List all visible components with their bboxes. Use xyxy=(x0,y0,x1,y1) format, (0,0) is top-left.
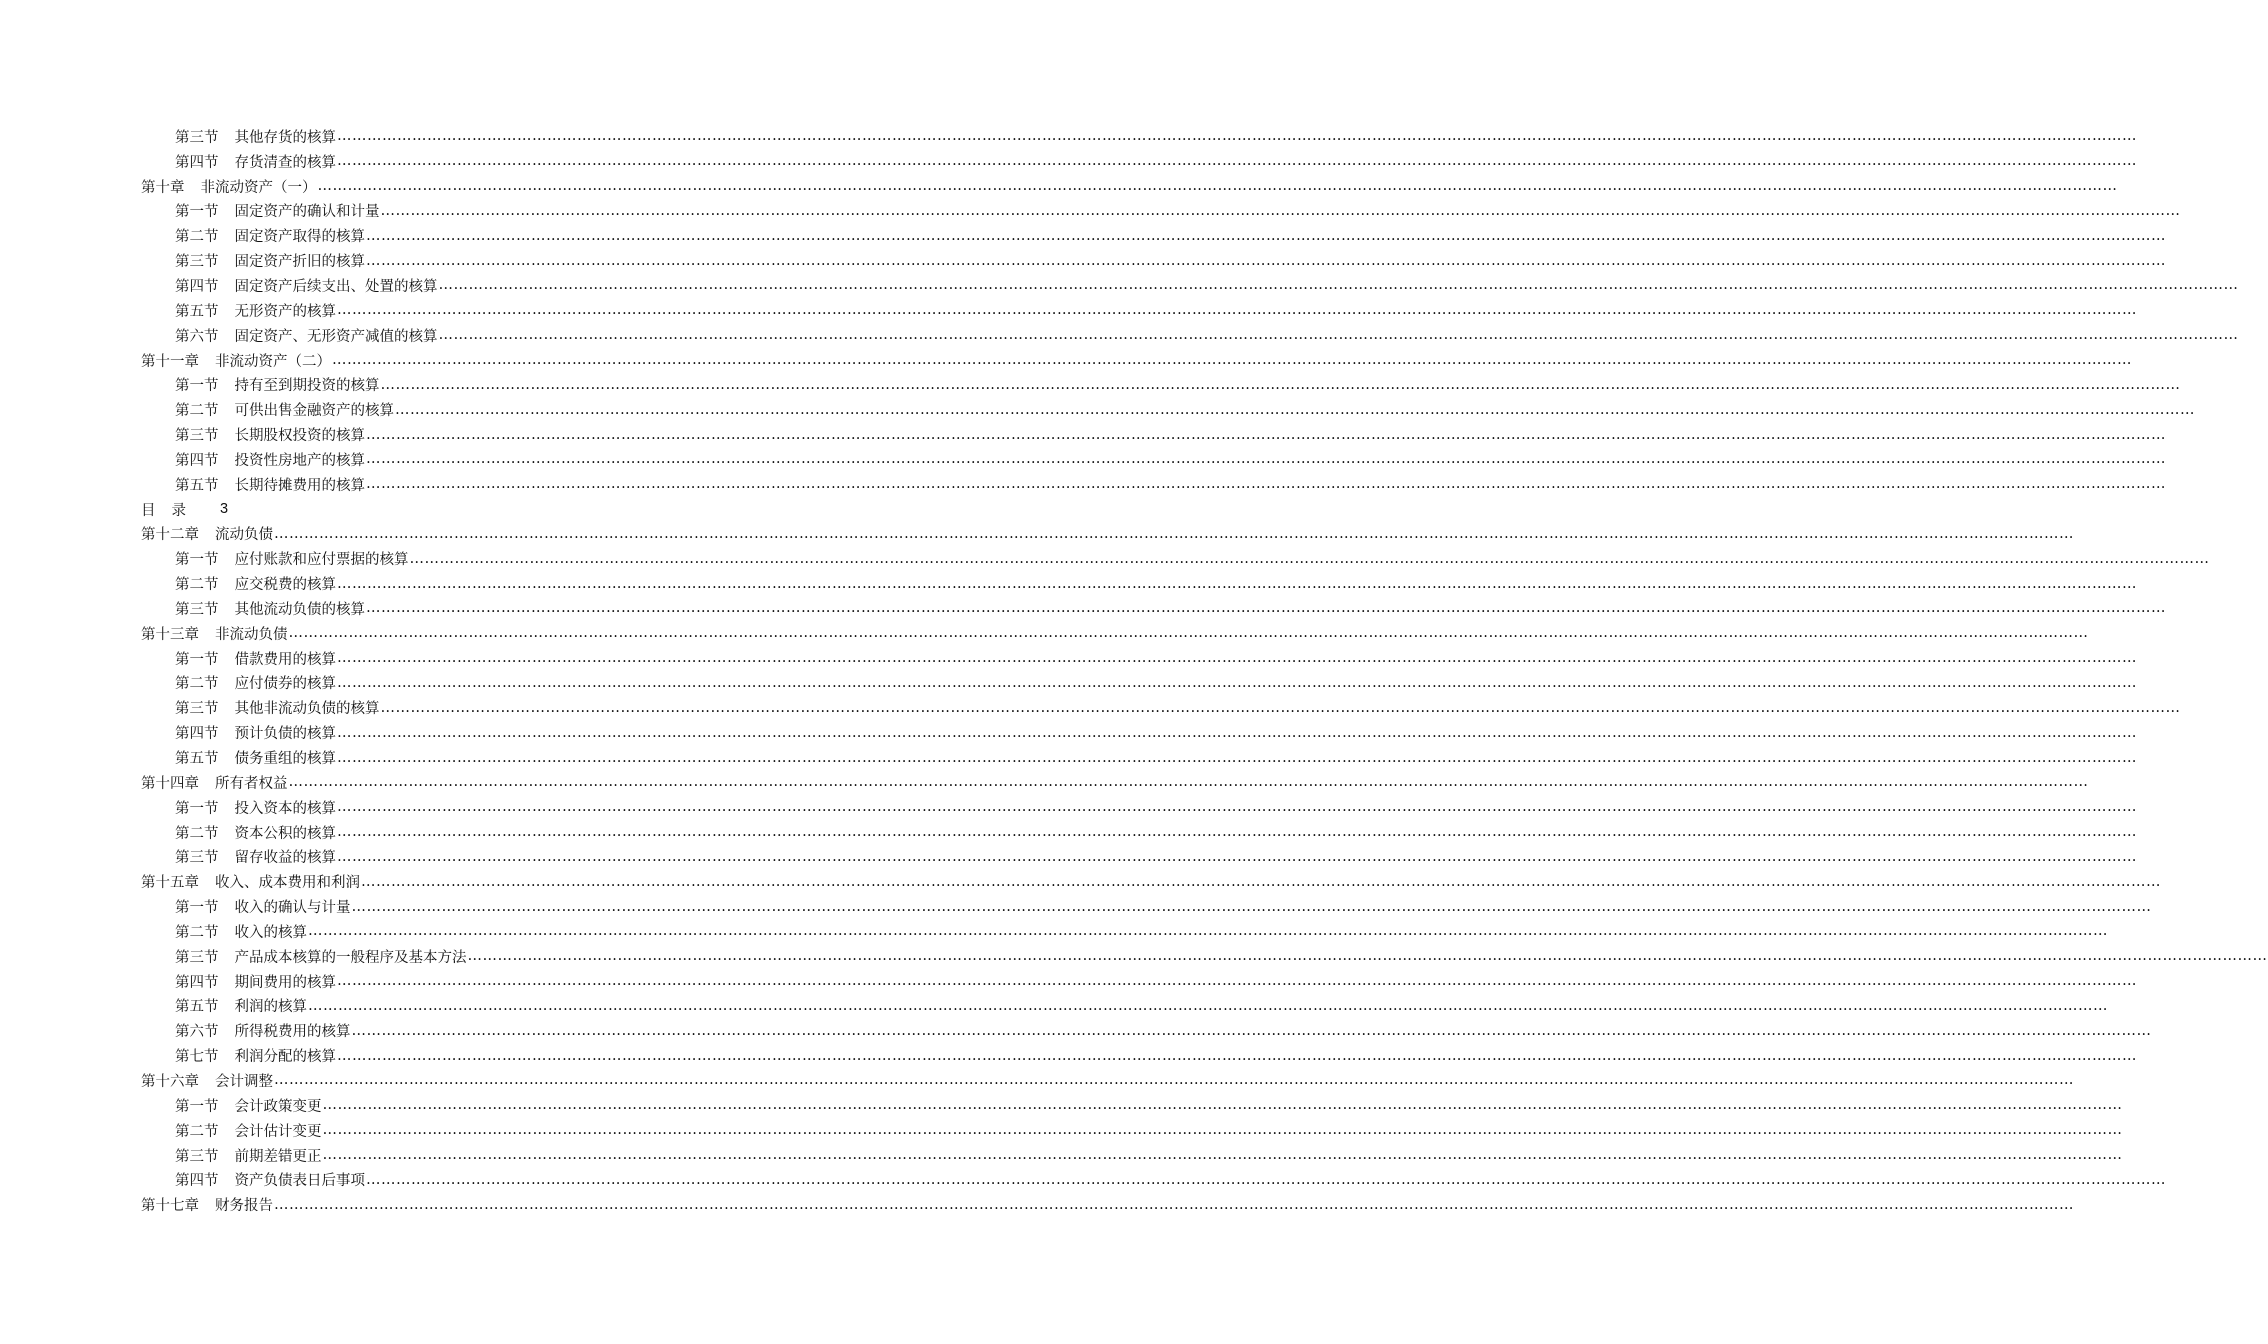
toc-entry-number: 第四节 xyxy=(175,726,219,743)
toc-entry-title: 会计估计变更 xyxy=(234,1123,322,1140)
toc-section-entry[interactable] xyxy=(141,671,2137,696)
toc-entry-title: 长期待摊费用的核算 xyxy=(234,477,365,494)
toc-section-entry[interactable] xyxy=(141,248,2166,273)
toc-section-entry[interactable] xyxy=(141,1093,2123,1118)
toc-entry-number: 第二节 xyxy=(175,924,219,941)
toc-section-entry[interactable] xyxy=(141,1167,2166,1192)
toc-chapter-entry[interactable] xyxy=(141,869,2161,894)
toc-entry-title: 产品成本核算的一般程序及基本方法 xyxy=(234,949,467,966)
dot-leader: ……………………………………………………………………………………………………………………………………………………………………………………………………………………………………………………………………………………………………………………………… xyxy=(322,1097,2123,1114)
toc-entry-title: 其他流动负债的核算 xyxy=(234,601,365,618)
toc-entry-title: 应交税费的核算 xyxy=(234,577,336,594)
dot-leader: ……………………………………………………………………………………………………………………………………………………………………………………………………………………………………………………………………………………………………………………………… xyxy=(438,327,2239,344)
toc-entry-number: 第六节 xyxy=(175,328,219,345)
dot-leader: ……………………………………………………………………………………………………………………………………………………………………………………………………………………………………………………………………………………………………………………………… xyxy=(317,178,2118,195)
toc-entry-number: 第一节 xyxy=(175,378,219,395)
toc-entry-number: 第一节 xyxy=(175,1098,219,1115)
toc-section-entry[interactable] xyxy=(141,397,2195,422)
table-of-contents xyxy=(141,124,2268,1217)
toc-page-number: 3 xyxy=(220,501,229,518)
dot-leader: ……………………………………………………………………………………………………………………………………………………………………………………………………………………………………………………………………………………………………………………………… xyxy=(366,227,2166,244)
toc-entry-title: 资本公积的核算 xyxy=(234,825,336,842)
dot-leader: ……………………………………………………………………………………………………………………………………………………………………………………………………………………………………………………………………………………………………………………………… xyxy=(337,674,2137,691)
toc-entry-title: 投资性房地产的核算 xyxy=(234,452,365,469)
toc-entry-title: 非流动负债 xyxy=(215,626,288,643)
dot-leader: ……………………………………………………………………………………………………………………………………………………………………………………………………………………………………………………………………………………………………………………………… xyxy=(366,451,2166,468)
dot-leader: ……………………………………………………………………………………………………………………………………………………………………………………………………………………………………………………………………………………………………………………………… xyxy=(308,997,2108,1014)
dot-leader: ……………………………………………………………………………………………………………………………………………………………………………………………………………………………………………………………………………………………………………………………… xyxy=(366,1171,2166,1188)
dot-leader: ……………………………………………………………………………………………………………………………………………………………………………………………………………………………………………………………………………………………………………………………… xyxy=(337,575,2137,592)
toc-entry-number: 第五节 xyxy=(175,477,219,494)
toc-entry-number: 第五节 xyxy=(175,999,219,1016)
toc-entry-title: 固定资产取得的核算 xyxy=(234,229,365,246)
toc-section-entry[interactable] xyxy=(141,745,2137,770)
dot-leader: ……………………………………………………………………………………………………………………………………………………………………………………………………………………………………………………………………………………………………………………………… xyxy=(366,476,2166,493)
toc-entry-title: 会计调整 xyxy=(215,1073,273,1090)
toc-entry-number: 第十章 xyxy=(141,179,185,196)
dot-leader: ……………………………………………………………………………………………………………………………………………………………………………………………………………………………………………………………………………………………………………………………… xyxy=(337,749,2137,766)
toc-entry-number: 第七节 xyxy=(175,1049,219,1066)
toc-entry-title: 所得税费用的核算 xyxy=(234,1024,351,1041)
toc-entry-title: 固定资产的确认和计量 xyxy=(234,204,380,221)
dot-leader: ……………………………………………………………………………………………………………………………………………………………………………………………………………………………………………………………………………………………………………………………… xyxy=(366,600,2166,617)
toc-entry-number: 第十二章 xyxy=(141,527,199,544)
dot-leader: ……………………………………………………………………………………………………………………………………………………………………………………………………………………………………………………………………………………………………………………………… xyxy=(322,1122,2123,1139)
toc-section-entry[interactable] xyxy=(141,323,2239,348)
toc-section-entry[interactable] xyxy=(141,1118,2123,1143)
toc-section-entry[interactable] xyxy=(141,720,2137,745)
toc-entry-title: 资产负债表日后事项 xyxy=(234,1173,365,1190)
toc-section-entry[interactable] xyxy=(141,472,2166,497)
toc-section-entry[interactable] xyxy=(141,820,2137,845)
toc-entry-number: 第四节 xyxy=(175,974,219,991)
toc-entry-title: 投入资本的核算 xyxy=(234,800,336,817)
toc-chapter-entry[interactable] xyxy=(141,621,2089,646)
toc-section-entry[interactable] xyxy=(141,944,2268,969)
dot-leader: ……………………………………………………………………………………………………………………………………………………………………………………………………………………………………………………………………………………………………………………………… xyxy=(337,848,2137,865)
toc-section-entry[interactable] xyxy=(141,273,2239,298)
toc-entry-number: 第一节 xyxy=(175,651,219,668)
toc-entry-number: 第三节 xyxy=(175,701,219,718)
toc-entry-number: 第三节 xyxy=(175,949,219,966)
toc-entry-number: 第五节 xyxy=(175,303,219,320)
toc-entry-number: 第三节 xyxy=(175,428,219,445)
toc-section-entry[interactable] xyxy=(141,149,2137,174)
dot-leader: ……………………………………………………………………………………………………………………………………………………………………………………………………………………………………………………………………………………………………………………………… xyxy=(380,376,2181,393)
toc-entry-number: 第一节 xyxy=(175,552,219,569)
toc-entry-number: 第十五章 xyxy=(141,875,199,892)
toc-section-entry[interactable] xyxy=(141,695,2181,720)
dot-leader: ……………………………………………………………………………………………………………………………………………………………………………………………………………………………………………………………………………………………………………………………… xyxy=(366,426,2166,443)
toc-entry-title: 留存收益的核算 xyxy=(234,850,336,867)
dot-leader: ……………………………………………………………………………………………………………………………………………………………………………………………………………………………………………………………………………………………………………………………… xyxy=(337,153,2137,170)
toc-section-entry[interactable] xyxy=(141,223,2166,248)
toc-section-entry[interactable] xyxy=(141,447,2166,472)
toc-entry-title: 流动负债 xyxy=(215,527,273,544)
dot-leader: ……………………………………………………………………………………………………………………………………………………………………………………………………………………………………………………………………………………………………………………………… xyxy=(337,1047,2137,1064)
toc-entry-title: 持有至到期投资的核算 xyxy=(234,378,380,395)
dot-leader: ……………………………………………………………………………………………………………………………………………………………………………………………………………………………………………………………………………………………………………………………… xyxy=(274,1072,2074,1089)
toc-entry-number: 第十七章 xyxy=(141,1198,199,1215)
toc-section-entry[interactable] xyxy=(141,596,2166,621)
toc-entry-title: 固定资产、无形资产减值的核算 xyxy=(234,328,438,345)
dot-leader: ……………………………………………………………………………………………………………………………………………………………………………………………………………………………………………………………………………………………………………………………… xyxy=(380,699,2181,716)
toc-section-entry[interactable] xyxy=(141,1043,2137,1068)
toc-entry-number: 第一节 xyxy=(175,204,219,221)
toc-entry-number: 第一节 xyxy=(175,800,219,817)
toc-entry-number: 第十三章 xyxy=(141,626,199,643)
toc-entry-number: 第三节 xyxy=(175,850,219,867)
toc-chapter-entry[interactable] xyxy=(141,522,2074,547)
toc-entry-title: 预计负债的核算 xyxy=(234,726,336,743)
toc-section-entry[interactable] xyxy=(141,422,2166,447)
toc-entry-number: 第十四章 xyxy=(141,775,199,792)
toc-entry-title: 固定资产后续支出、处置的核算 xyxy=(234,278,438,295)
toc-entry-number: 第三节 xyxy=(175,254,219,271)
toc-entry-title: 收入的确认与计量 xyxy=(234,900,351,917)
toc-entry-title: 会计政策变更 xyxy=(234,1098,322,1115)
toc-section-entry[interactable] xyxy=(141,969,2137,994)
toc-entry-title: 利润分配的核算 xyxy=(234,1049,336,1066)
dot-leader: ……………………………………………………………………………………………………………………………………………………………………………………………………………………………………………………………………………………………………………………………… xyxy=(337,650,2137,667)
dot-leader: ……………………………………………………………………………………………………………………………………………………………………………………………………………………………………………………………………………………………………………………………… xyxy=(274,525,2074,542)
toc-entry-number: 第四节 xyxy=(175,154,219,171)
toc-entry-title: 前期差错更正 xyxy=(234,1148,322,1165)
toc-entry-number: 第五节 xyxy=(175,751,219,768)
dot-leader: ……………………………………………………………………………………………………………………………………………………………………………………………………………………………………………………………………………………………………………………………… xyxy=(409,550,2210,567)
toc-entry-title: 非流动资产（一） xyxy=(200,179,317,196)
toc-entry-title: 所有者权益 xyxy=(215,775,288,792)
toc-section-entry[interactable] xyxy=(141,919,2108,944)
dot-leader: ……………………………………………………………………………………………………………………………………………………………………………………………………………………………………………………………………………………………………………………………… xyxy=(361,873,2161,890)
toc-entry-number: 第二节 xyxy=(175,1123,219,1140)
toc-entry-title: 应付账款和应付票据的核算 xyxy=(234,552,409,569)
toc-entry-number: 第六节 xyxy=(175,1024,219,1041)
toc-entry-title: 非流动资产（二） xyxy=(215,353,331,370)
dot-leader: ……………………………………………………………………………………………………………………………………………………………………………………………………………………………………………………………………………………………………………………………… xyxy=(366,252,2166,269)
toc-entry-number: 第四节 xyxy=(175,452,219,469)
dot-leader: ……………………………………………………………………………………………………………………………………………………………………………………………………………………………………………………………………………………………………………………………… xyxy=(337,824,2137,841)
dot-leader: ……………………………………………………………………………………………………………………………………………………………………………………………………………………………………………………………………………………………………………………………… xyxy=(288,774,2089,791)
toc-section-entry[interactable] xyxy=(141,795,2137,820)
dot-leader: ……………………………………………………………………………………………………………………………………………………………………………………………………………………………………………………………………………………………………………………………… xyxy=(467,948,2268,965)
toc-entry-title: 存货清查的核算 xyxy=(234,154,336,171)
toc-section-entry[interactable] xyxy=(141,298,2137,323)
dot-leader: ……………………………………………………………………………………………………………………………………………………………………………………………………………………………………………………………………………………………………………………………… xyxy=(351,898,2152,915)
toc-entry-number: 第二节 xyxy=(175,825,219,842)
toc-entry-title: 应付债券的核算 xyxy=(234,676,336,693)
dot-leader: ……………………………………………………………………………………………………………………………………………………………………………………………………………………………………………………………………………………………………………………………… xyxy=(332,352,2132,369)
toc-entry-title: 期间费用的核算 xyxy=(234,974,336,991)
toc-entry-number: 第二节 xyxy=(175,676,219,693)
toc-section-entry[interactable] xyxy=(141,546,2210,571)
dot-leader: ……………………………………………………………………………………………………………………………………………………………………………………………………………………………………………………………………………………………………………………………… xyxy=(337,724,2137,741)
toc-page-heading xyxy=(141,497,743,522)
toc-entry-number: 第三节 xyxy=(175,601,219,618)
dot-leader: ……………………………………………………………………………………………………………………………………………………………………………………………………………………………………………………………………………………………………………………………… xyxy=(395,401,2195,418)
toc-section-entry[interactable] xyxy=(141,571,2137,596)
toc-section-entry[interactable] xyxy=(141,1018,2152,1043)
toc-section-entry[interactable] xyxy=(141,844,2137,869)
toc-entry-title: 长期股权投资的核算 xyxy=(234,428,365,445)
dot-leader: ……………………………………………………………………………………………………………………………………………………………………………………………………………………………………………………………………………………………………………………………… xyxy=(351,1022,2152,1039)
dot-leader: ……………………………………………………………………………………………………………………………………………………………………………………………………………………………………………………………………………………………………………………………… xyxy=(308,923,2108,940)
toc-entry-number: 第二节 xyxy=(175,403,219,420)
toc-entry-number: 第三节 xyxy=(175,1148,219,1165)
toc-entry-number: 第一节 xyxy=(175,900,219,917)
toc-entry-number: 第四节 xyxy=(175,278,219,295)
toc-chapter-entry[interactable] xyxy=(141,770,2089,795)
toc-entry-title: 借款费用的核算 xyxy=(234,651,336,668)
dot-leader: ……………………………………………………………………………………………………………………………………………………………………………………………………………………………………………………………………………………………………………………………… xyxy=(337,799,2137,816)
toc-entry-title: 财务报告 xyxy=(215,1198,273,1215)
toc-section-entry[interactable] xyxy=(141,124,2137,149)
toc-entry-number: 第十六章 xyxy=(141,1073,199,1090)
dot-leader: ……………………………………………………………………………………………………………………………………………………………………………………………………………………………………………………………………………………………………………………………… xyxy=(337,128,2137,145)
toc-entry-title: 利润的核算 xyxy=(234,999,307,1016)
toc-entry-title: 固定资产折旧的核算 xyxy=(234,254,365,271)
toc-chapter-entry[interactable] xyxy=(141,1068,2074,1093)
toc-entry-number: 第十一章 xyxy=(141,353,199,370)
toc-entry-title: 可供出售金融资产的核算 xyxy=(234,403,394,420)
toc-entry-number: 第二节 xyxy=(175,229,219,246)
dot-leader: ……………………………………………………………………………………………………………………………………………………………………………………………………………………………………………………………………………………………………………………………… xyxy=(337,302,2137,319)
toc-entry-title: 债务重组的核算 xyxy=(234,751,336,768)
toc-section-entry[interactable] xyxy=(141,199,2181,224)
toc-entry-title: 其他非流动负债的核算 xyxy=(234,701,380,718)
toc-heading-label: 目录 xyxy=(141,502,202,519)
toc-chapter-entry[interactable] xyxy=(141,348,2132,373)
dot-leader: ……………………………………………………………………………………………………………………………………………………………………………………………………………………………………………………………………………………………………………………………… xyxy=(438,277,2239,294)
toc-section-entry[interactable] xyxy=(141,894,2152,919)
toc-entry-title: 收入的核算 xyxy=(234,924,307,941)
dot-leader: ……………………………………………………………………………………………………………………………………………………………………………………………………………………………………………………………………………………………………………………………… xyxy=(337,973,2137,990)
toc-entry-title: 无形资产的核算 xyxy=(234,303,336,320)
toc-section-entry[interactable] xyxy=(141,372,2181,397)
toc-section-entry[interactable] xyxy=(141,646,2137,671)
dot-leader: ……………………………………………………………………………………………………………………………………………………………………………………………………………………………………………………………………………………………………………………………… xyxy=(380,202,2181,219)
toc-section-entry[interactable] xyxy=(141,1143,2123,1168)
dot-leader: ……………………………………………………………………………………………………………………………………………………………………………………………………………………………………………………………………………………………………………………………… xyxy=(322,1147,2123,1164)
toc-entry-title: 收入、成本费用和利润 xyxy=(215,875,360,892)
toc-entry-number: 第三节 xyxy=(175,129,219,146)
toc-section-entry[interactable] xyxy=(141,994,2108,1019)
dot-leader: ……………………………………………………………………………………………………………………………………………………………………………………………………………………………………………………………………………………………………………………………… xyxy=(288,625,2089,642)
toc-entry-number: 第二节 xyxy=(175,577,219,594)
toc-entry-title: 其他存货的核算 xyxy=(234,129,336,146)
toc-chapter-entry[interactable] xyxy=(141,174,2118,199)
dot-leader: ……………………………………………………………………………………………………………………………………………………………………………………………………………………………………………………………………………………………………………………………… xyxy=(274,1196,2074,1213)
toc-entry-number: 第四节 xyxy=(175,1173,219,1190)
toc-chapter-entry[interactable] xyxy=(141,1192,2074,1217)
